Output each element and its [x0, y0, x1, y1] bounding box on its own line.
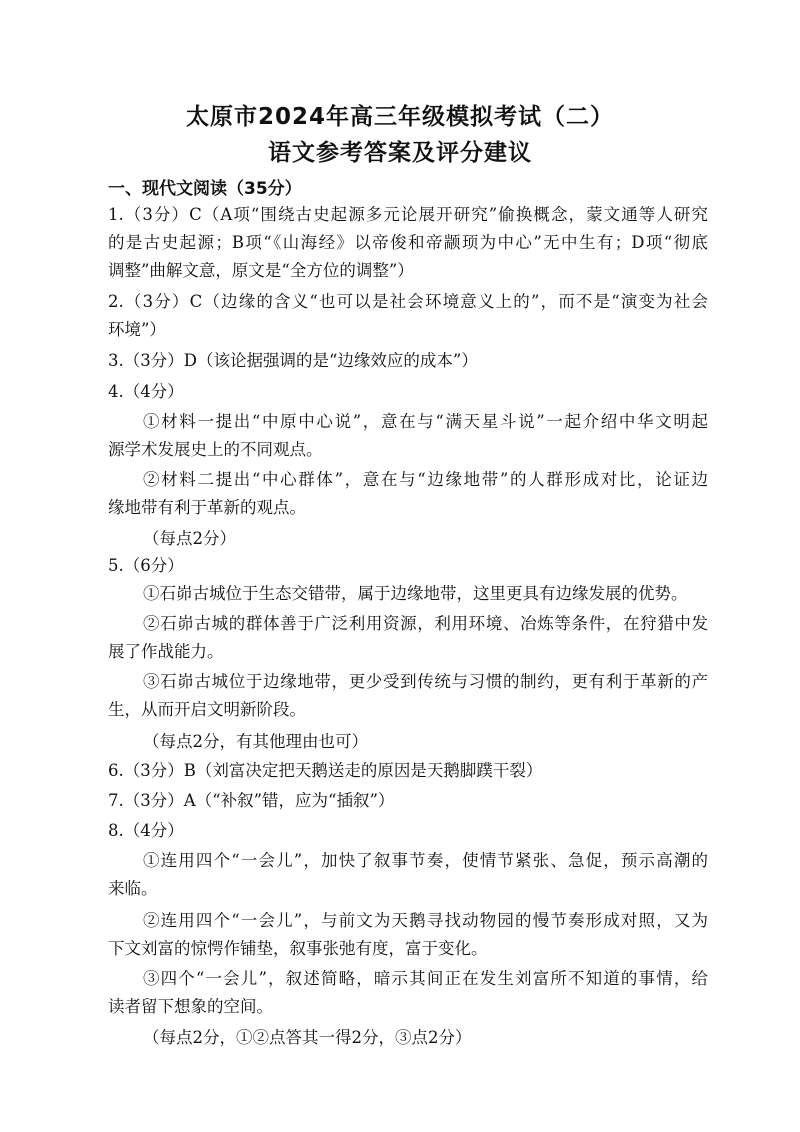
- q4-heading: 4.（4分）: [108, 382, 184, 401]
- q8-point-2-line-1: ②连用四个“一会儿”，与前文为天鹅寻找动物园的慢节奏形成对照，又为: [143, 911, 708, 930]
- q4-score-note: （每点2分）: [143, 529, 236, 548]
- q8-score-note: （每点2分，①②点答其一得2分，③点2分）: [143, 1028, 472, 1047]
- document-subtitle: 语文参考答案及评分建议: [268, 140, 532, 166]
- q3-line-1: 3.（3分）D（该论据强调的是“边缘效应的成本”）: [108, 351, 478, 370]
- q4-point-2-line-2: 缘地带有利于革新的观点。: [108, 498, 306, 517]
- q1-line-1: 1.（3分）C（A项“围绕古史起源多元论展开研究”偷换概念，蒙文通等人研究: [108, 205, 708, 224]
- q6-line-1: 6.（3分）B（刘富决定把天鹅送走的原因是天鹅脚蹼干裂）: [108, 761, 543, 780]
- q8-point-1-line-2: 来临。: [108, 879, 158, 898]
- q8-point-3-line-1: ③四个“一会儿”，叙述简略，暗示其间正在发生刘富所不知道的事情，给: [143, 969, 708, 988]
- q4-point-2-line-1: ②材料二提出“中心群体”，意在与“边缘地带”的人群形成对比，论证边: [143, 470, 708, 489]
- q5-point-3-line-2: 生，从而开启文明新阶段。: [108, 700, 306, 719]
- q5-point-2-line-2: 展了作战能力。: [108, 642, 224, 661]
- q5-point-2-line-1: ②石峁古城的群体善于广泛利用资源，利用环境、冶炼等条件，在狩猎中发: [143, 614, 708, 633]
- q5-point-1: ①石峁古城位于生态交错带，属于边缘地带，这里更具有边缘发展的优势。: [143, 584, 688, 603]
- q4-point-1-line-2: 源学术发展史上的不同观点。: [108, 440, 323, 459]
- q8-point-2-line-2: 下文刘富的惊愕作铺垫，叙事张弛有度，富于变化。: [108, 939, 488, 958]
- q1-line-2: 的是古史起源；B项“《山海经》以帝俊和帝颛顼为中心”无中生有；D项“彻底: [108, 233, 708, 252]
- section-heading: 一、现代文阅读（35分）: [108, 179, 302, 199]
- q8-point-3-line-2: 读者留下想象的空间。: [108, 997, 273, 1016]
- q5-heading: 5.（6分）: [108, 556, 184, 575]
- q2-line-1: 2.（3分）C（边缘的含义“也可以是社会环境意义上的”，而不是“演变为社会: [108, 292, 708, 311]
- q5-point-3-line-1: ③石峁古城位于边缘地带，更少受到传统与习惯的制约，更有利于革新的产: [143, 672, 708, 691]
- q7-line-1: 7.（3分）A（“补叙”错，应为“插叙”）: [108, 791, 395, 810]
- q5-score-note: （每点2分，有其他理由也可）: [143, 732, 368, 751]
- q8-point-1-line-1: ①连用四个“一会儿”，加快了叙事节奏，使情节紧张、急促，预示高潮的: [143, 851, 708, 870]
- q8-heading: 8.（4分）: [108, 821, 184, 840]
- q4-point-1-line-1: ①材料一提出“中原中心说”，意在与“满天星斗说”一起介绍中华文明起: [143, 412, 708, 431]
- document-title: 太原市2024年高三年级模拟考试（二）: [185, 104, 614, 130]
- q1-line-3: 调整”曲解文意，原文是“全方位的调整”）: [108, 261, 414, 280]
- q2-line-2: 环境”）: [108, 320, 166, 339]
